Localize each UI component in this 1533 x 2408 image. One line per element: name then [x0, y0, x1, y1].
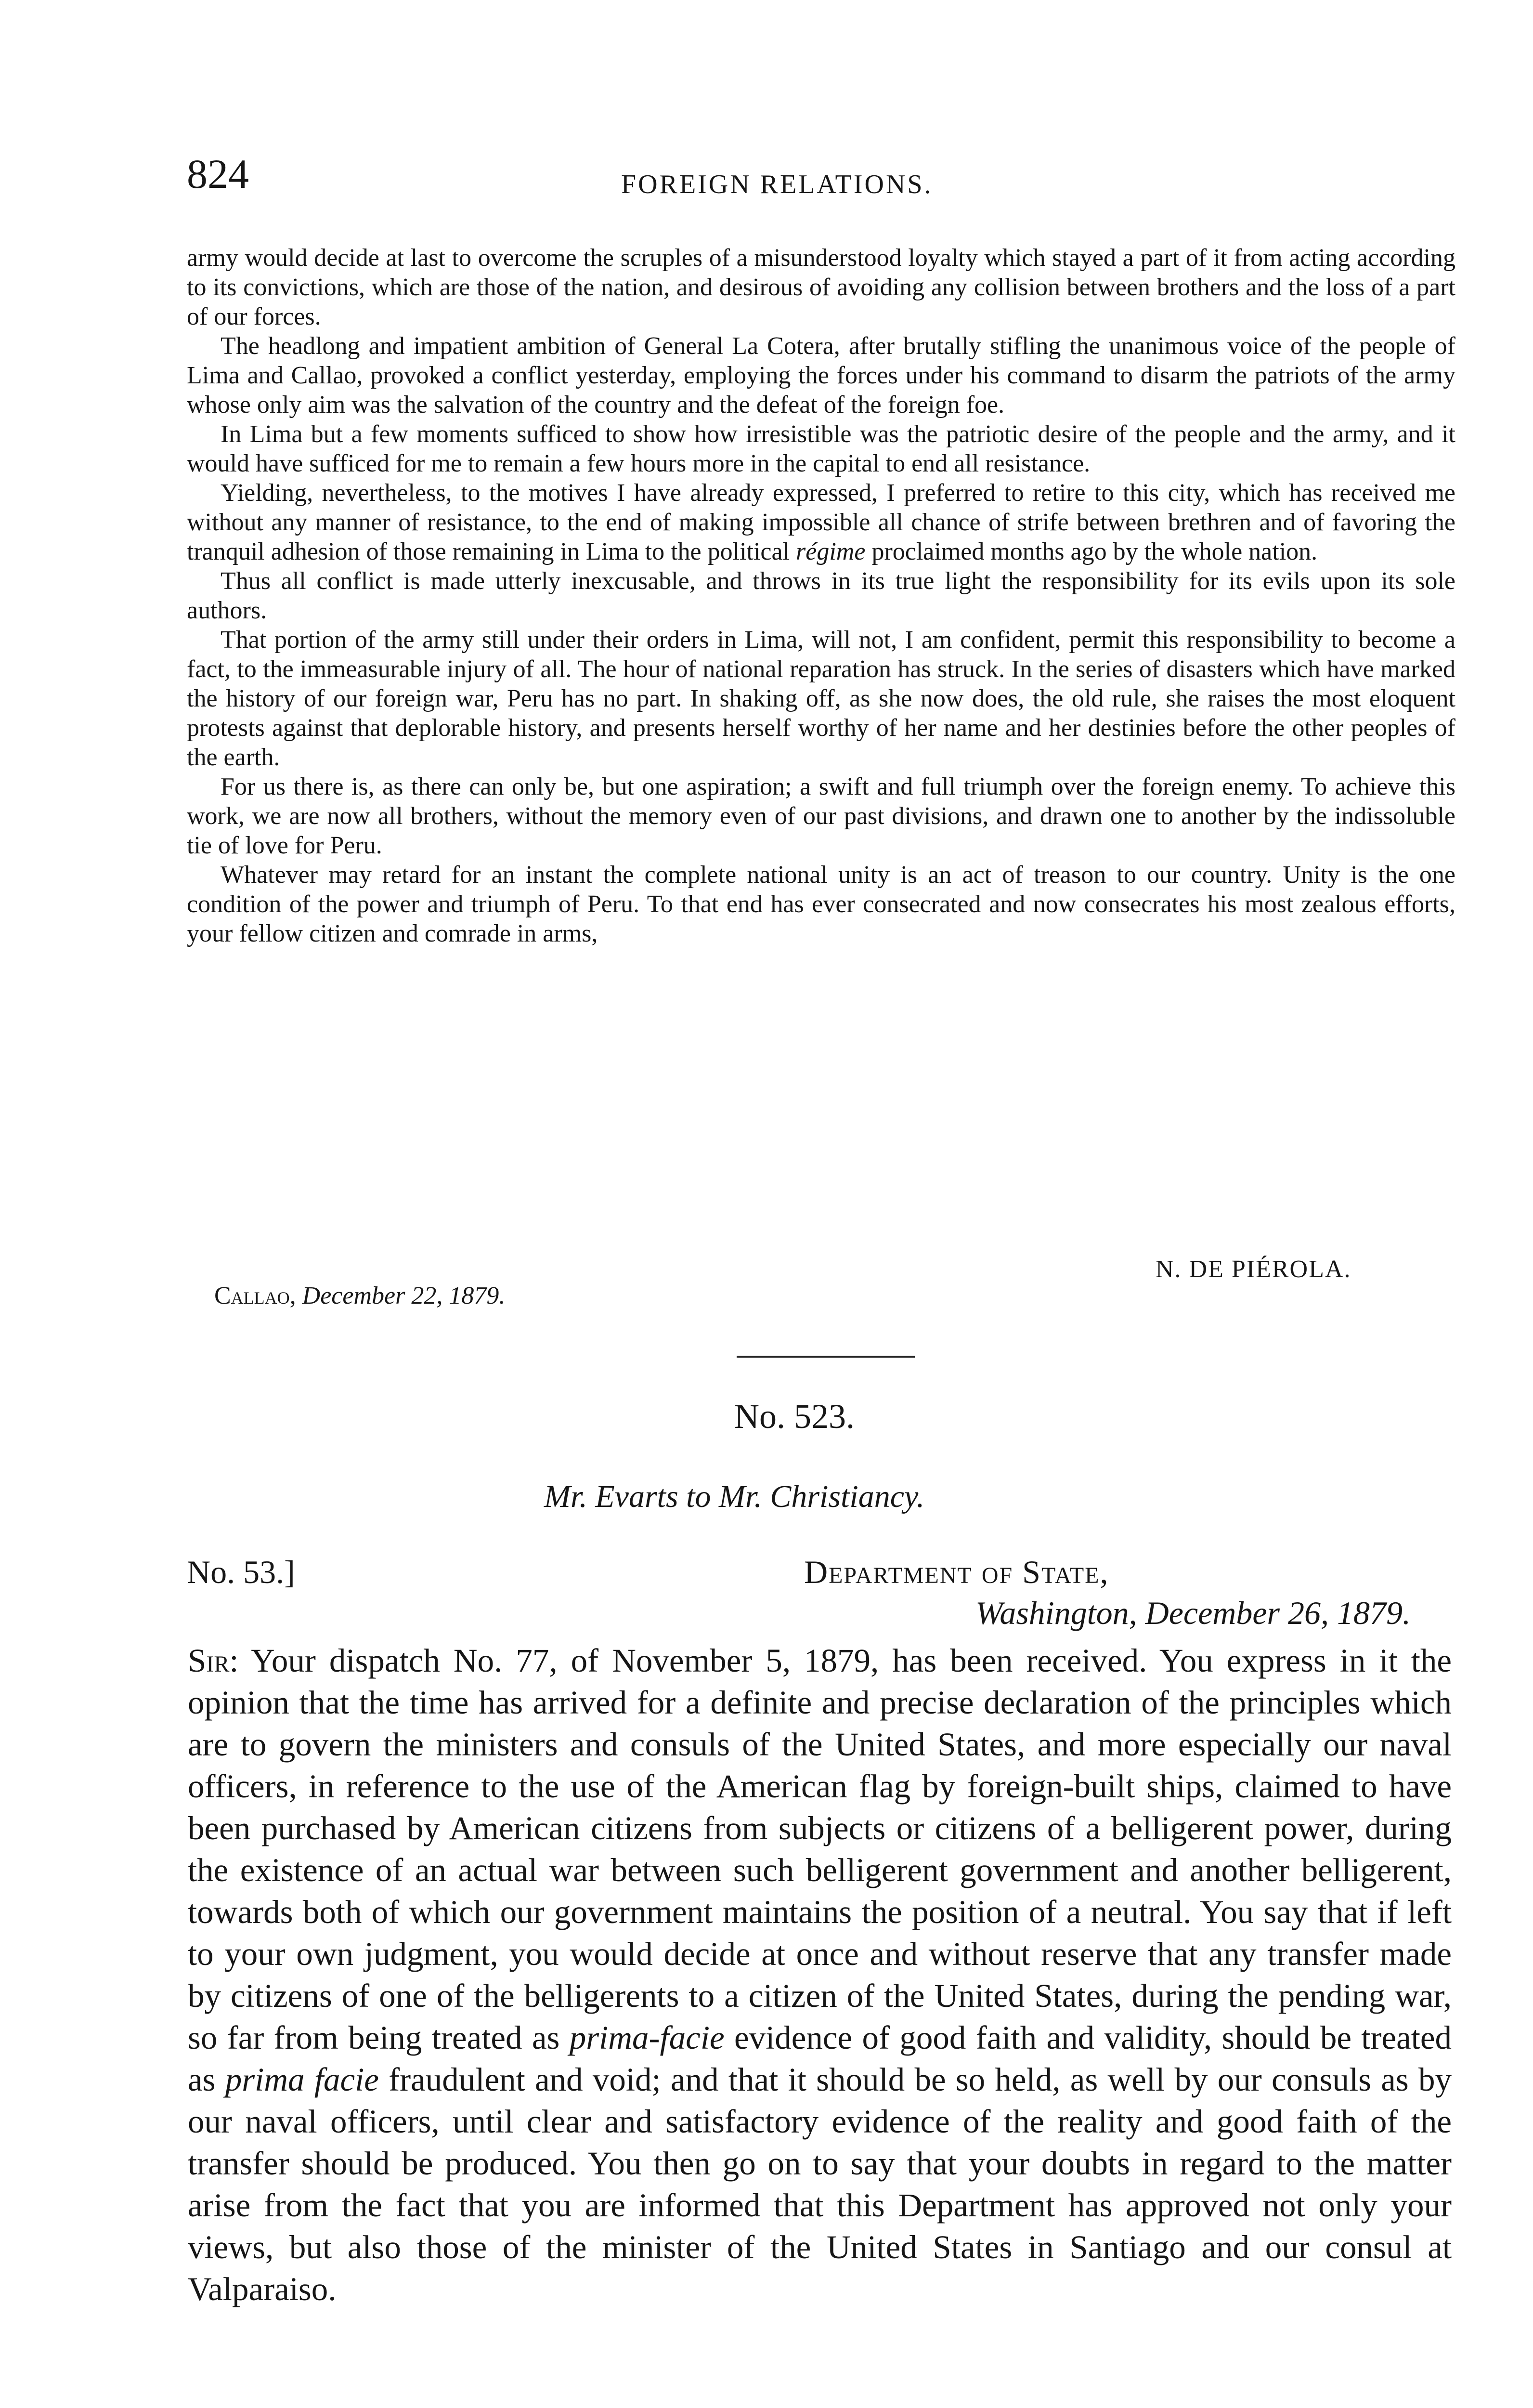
dateline-place: Callao,: [214, 1282, 296, 1309]
italic-term: prima-facie: [569, 2019, 725, 2056]
salutation: Sir: [188, 1642, 230, 1679]
letter-paragraph: [188, 1640, 1452, 2310]
proclamation-paragraph: In Lima but a few moments sufficed to show how irresistible was the patriotic desire of the people and the army, and it would have sufficed for me to remain a few hours more in the capital to end all resistance.: [187, 420, 1455, 477]
dateline: [214, 1283, 505, 1309]
proclamation-paragraph: army would decide at last to overcome the scruples of a misunderstood loyalty which stayed a part of it from acting according to its convictions, which are those of the nation, and desirous of avoiding any collision between brothers and the loss of a part of our forces.: [187, 244, 1455, 330]
dateline-date: December 22, 1879.: [302, 1282, 506, 1309]
paragraph-text: : Your dispatch No. 77, of November 5, 1879, has been received. You express in it the opinion that the time has arrived for a definite and precise declaration of the principles which are to govern the ministers and consuls of the United States, and more especially our naval officers, in reference to the use of the American flag by foreign-built ships, claimed to have been purchased by American citizens from subjects or citizens of a belligerent power, during the existence of an actual war between such belligerent government and another belligerent, towards both of which our government maintains the position of a neutral. You say that if left to your own judgment, you would decide at once and without reserve that any transfer made by citizens of one of the belligerents to a citizen of the United States, during the pending war, so far from being treated as: [188, 1642, 1452, 2056]
dispatch-number: No. 53.]: [187, 1554, 295, 1590]
italic-term: prima facie: [225, 2061, 379, 2098]
proclamation-paragraph: For us there is, as there can only be, but one aspiration; a swift and full triumph over the foreign enemy. To achieve this work, we are now all brothers, without the memory even of our past divisions, and drawn one to another by the indissoluble tie of love for Peru.: [187, 773, 1455, 859]
running-head: FOREIGN RELATIONS.: [621, 170, 933, 199]
letter-body: [188, 1640, 1452, 2310]
proclamation-paragraph: Whatever may retard for an instant the complete national unity is an act of treason to our country. Unity is the one condition of the power and triumph of Peru. To that end has ever consecrated and now consecrates his most zealous efforts, your fellow citizen and comrade in arms,: [187, 861, 1455, 947]
department-heading: Department of State,: [804, 1554, 1109, 1590]
proclamation-paragraph: Thus all conflict is made utterly inexcusable, and throws in its true light the responsibility for its evils upon its sole authors.: [187, 567, 1455, 624]
section-divider: [737, 1356, 915, 1358]
proclamation-paragraph: [187, 478, 1455, 566]
proclamation-text: [187, 243, 1455, 948]
document-number: No. 523.: [734, 1397, 855, 1436]
paragraph-text: evidence of good faith and validity, should be treated as: [188, 2019, 1452, 2098]
italic-term: régime: [796, 538, 866, 565]
paragraph-text: proclaimed months ago by the whole nation.: [865, 538, 1318, 565]
page-number: 824: [187, 151, 249, 197]
proclamation-paragraph: That portion of the army still under their orders in Lima, will not, I am confident, permit this responsibility to become a fact, to the immeasurable injury of all. The hour of national reparation has struck. In the series of disasters which have marked the history of our foreign war, Peru has no part. In shaking off, as she now does, the old rule, she raises the most eloquent protests against that deplorable history, and presents herself worthy of her name and her destinies before the other peoples of the earth.: [187, 626, 1455, 771]
letter-date: [722, 1597, 1411, 1629]
proclamation-paragraph: The headlong and impatient ambition of General La Cotera, after brutally stifling the unanimous voice of the people of Lima and Callao, provoked a conflict yesterday, employing the forces under his command to disarm the patriots of the army whose only aim was the salvation of the country and the defeat of the foreign foe.: [187, 332, 1455, 419]
paragraph-text: Yielding, nevertheless, to the motives I have already expressed, I preferred to retire to this city, which has received me without any manner of resistance, to the end of making impossible all chance of strife between brethren and of favoring the tranquil adhesion of those remaining in Lima to the political: [187, 479, 1455, 565]
document-title: Mr. Evarts to Mr. Christiancy.: [544, 1479, 925, 1514]
letter-date-text: December 26, 1879.: [1145, 1595, 1411, 1631]
letter-place: Washington,: [975, 1595, 1137, 1631]
paragraph-text: fraudulent and void; and that it should be so held, as well by our consuls as by our naval officers, until clear and satisfactory evidence of the reality and good faith of the transfer should be produced. You then go on to say that your doubts in regard to the matter arise from the fact that you are informed that this Department has approved not only your views, but also those of the minister of the United States in Santiago and our consul at Valparaiso.: [188, 2061, 1452, 2307]
signature: N. DE PIÉROLA.: [1156, 1256, 1351, 1283]
